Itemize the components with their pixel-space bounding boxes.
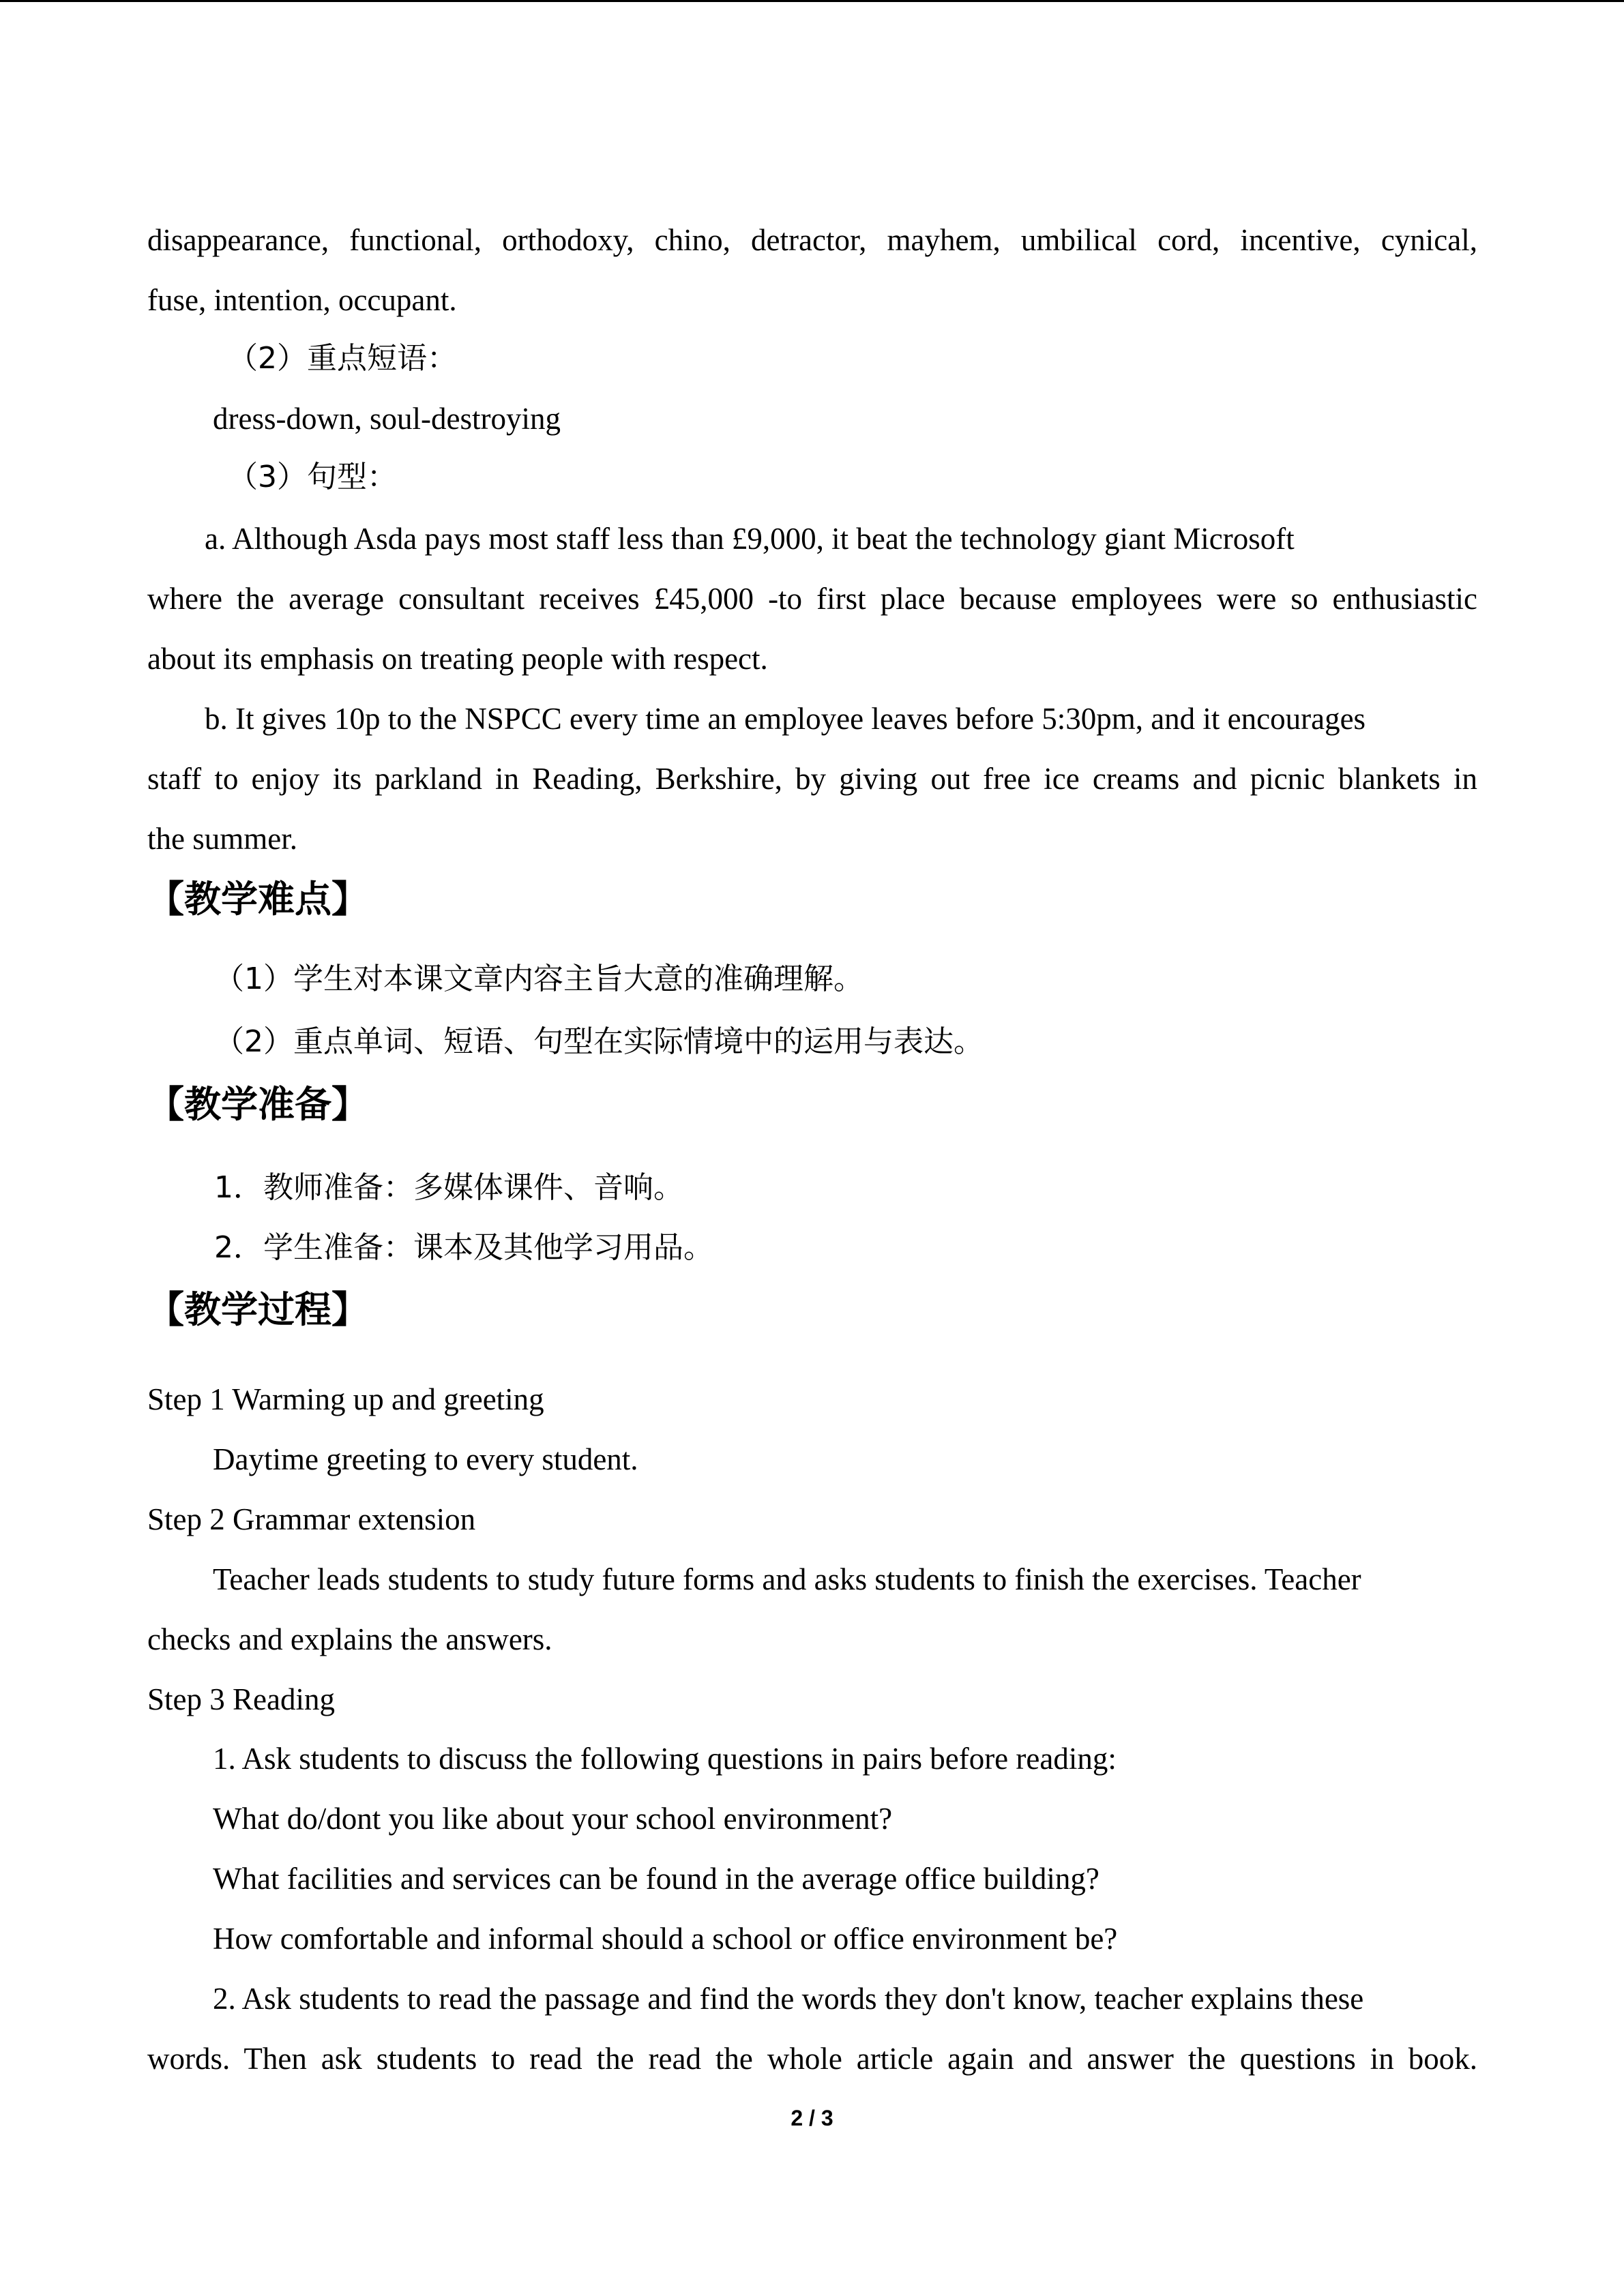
step3-question-2: What facilities and services can be found in the average office building? xyxy=(213,1862,1099,1896)
preparation-item-2: 2．学生准备：课本及其他学习用品。 xyxy=(214,1230,713,1265)
sentences-label: （3）句型： xyxy=(228,460,397,494)
preparation-item-1: 1．教师准备：多媒体课件、音响。 xyxy=(214,1170,683,1205)
step3-item-2-line-2: words. Then ask students to read the read the whole article again and answer the questions in book. xyxy=(147,2042,1477,2076)
step2-title: Step 2 Grammar extension xyxy=(147,1502,476,1536)
step2-line-2: checks and explains the answers. xyxy=(147,1622,552,1656)
sentence-b-line-2: staff to enjoy its parkland in Reading, Berkshire, by giving out free ice creams and picnic blankets in xyxy=(147,762,1477,796)
sentence-b-line-1: b. It gives 10p to the NSPCC every time an employee leaves before 5:30pm, and it encourages xyxy=(205,702,1366,736)
step3-item-1: 1. Ask students to discuss the following questions in pairs before reading: xyxy=(213,1742,1117,1776)
difficulties-item-1: （1）学生对本课文章内容主旨大意的准确理解。 xyxy=(214,961,863,996)
sentence-b-line-3: the summer. xyxy=(147,822,297,856)
step1-text: Daytime greeting to every student. xyxy=(213,1442,638,1476)
step2-line-1: Teacher leads students to study future forms and asks students to finish the exercises. Teacher xyxy=(213,1562,1361,1596)
sentence-a-line-1: a. Although Asda pays most staff less than £9,000, it beat the technology giant Microsoft xyxy=(205,522,1295,556)
vocab-line-2: fuse, intention, occupant. xyxy=(147,283,457,317)
phrases-label: （2）重点短语： xyxy=(228,341,457,376)
phrases-items: dress-down, soul-destroying xyxy=(213,402,561,436)
difficulties-heading: 【教学难点】 xyxy=(147,878,368,921)
step1-title: Step 1 Warming up and greeting xyxy=(147,1382,544,1416)
sentence-a-line-3: about its emphasis on treating people with respect. xyxy=(147,642,768,676)
difficulties-item-2: （2）重点单词、短语、句型在实际情境中的运用与表达。 xyxy=(214,1024,984,1059)
step3-title: Step 3 Reading xyxy=(147,1682,335,1716)
process-heading: 【教学过程】 xyxy=(147,1288,368,1331)
preparation-heading: 【教学准备】 xyxy=(147,1083,368,1126)
page-number: 2 / 3 xyxy=(791,2106,833,2130)
sentence-a-line-2: where the average consultant receives £45,000 -to first place because employees were so enthusiastic xyxy=(147,582,1477,616)
step3-question-1: What do/dont you like about your school environment? xyxy=(213,1802,893,1836)
step3-question-3: How comfortable and informal should a school or office environment be? xyxy=(213,1922,1118,1956)
vocab-line-1: disappearance, functional, orthodoxy, chino, detractor, mayhem, umbilical cord, incentive, cynical, xyxy=(147,223,1477,257)
step3-item-2-line-1: 2. Ask students to read the passage and find the words they don't know, teacher explains these xyxy=(213,1982,1364,2016)
